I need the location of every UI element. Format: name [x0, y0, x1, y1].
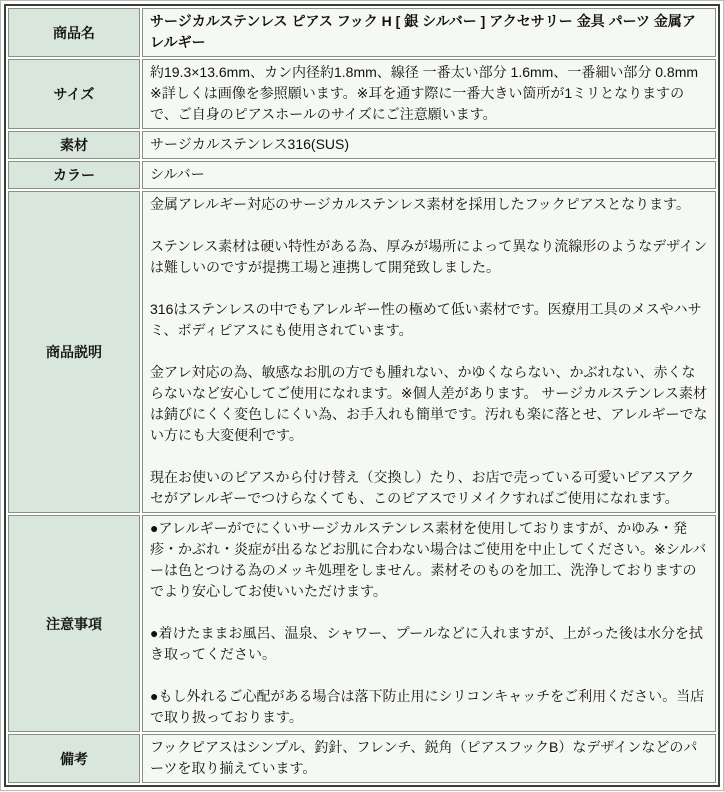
paragraph: 現在お使いのピアスから付け替え（交換し）たり、お店で売っている可愛いピアスアクセがアレルギーでつけらなくても、このピアスでリメイクすればご使用になれます。: [150, 469, 695, 506]
paragraph: ●もし外れるご心配がある場合は落下防止用にシリコンキャッチをご利用ください。当店で取り扱っております。: [150, 688, 705, 725]
paragraph: 金アレ対応の為、敏感なお肌の方でも腫れない、かゆくならない、かぶれない、赤くならないなど安心してご使用になれます。※個人差があります。 サージカルステンレス素材は錆びにくく変色しにくい為、お手入れも簡単です。汚れも楽に落とせ、アレルギーでない方にも大変便利です。: [150, 364, 708, 443]
row-label: サイズ: [8, 59, 140, 129]
paragraph: 約19.3×13.6mm、カン内径約1.8mm、線径 一番太い部分 1.6mm、一番細い部分 0.8mm ※詳しくは画像を参照願います。※耳を通す際に一番大きい箇所が1ミリとなりますので、ご自身のピアスホールのサイズにご注意願います。: [150, 64, 699, 122]
spec-table-body: [8, 8, 716, 783]
paragraph: シルバー: [150, 166, 205, 182]
row-content: [142, 161, 716, 189]
paragraph: 金属アレルギー対応のサージカルステンレス素材を採用したフックピアスとなります。: [150, 196, 690, 212]
row-content: [142, 131, 716, 159]
row-description: [8, 191, 716, 513]
paragraph: ●着けたままお風呂、温泉、シャワー、プールなどに入れますが、上がった後は水分を拭き取ってください。: [150, 625, 703, 662]
row-label: 素材: [8, 131, 140, 159]
row-remarks: [8, 734, 716, 783]
row-content: [142, 734, 716, 783]
paragraph: サージカルステンレス ピアス フック H [ 銀 シルバー ] アクセサリー 金具 パーツ 金属アレルギー: [150, 13, 696, 50]
paragraph: フックピアスはシンプル、釣針、フレンチ、鋭角（ピアスフックB）なデザインなどのパーツを取り揃えています。: [150, 739, 698, 776]
row-size: [8, 59, 716, 129]
product-spec-table: [4, 4, 720, 787]
row-color: [8, 161, 716, 189]
row-label: 商品説明: [8, 191, 140, 513]
row-precautions: [8, 515, 716, 732]
paragraph: ステンレス素材は硬い特性がある為、厚みが場所によって異なり流線形のようなデザインは難しいのですが提携工場と連携して開発致しました。: [150, 238, 708, 275]
row-content: [142, 8, 716, 57]
row-label: 商品名: [8, 8, 140, 57]
row-label: 注意事項: [8, 515, 140, 732]
row-content: [142, 515, 716, 732]
paragraph: サージカルステンレス316(SUS): [150, 136, 350, 152]
paragraph: 316はステンレスの中でもアレルギー性の極めて低い素材です。医療用工具のメスやハサミ、ボディピアスにも使用されています。: [150, 301, 702, 338]
row-label: 備考: [8, 734, 140, 783]
row-material: [8, 131, 716, 159]
row-label: カラー: [8, 161, 140, 189]
row-content: [142, 59, 716, 129]
row-product-name: [8, 8, 716, 57]
row-content: [142, 191, 716, 513]
paragraph: ●アレルギーがでにくいサージカルステンレス素材を使用しておりますが、かゆみ・発疹・かぶれ・炎症が出るなどお肌に合わない場合はご使用を中止してください。※シルバーは色とつける為のメッキ処理をしません。素材そのものを加工、洗浄しておりますのでより安心してお使いいただけます。: [150, 520, 707, 599]
